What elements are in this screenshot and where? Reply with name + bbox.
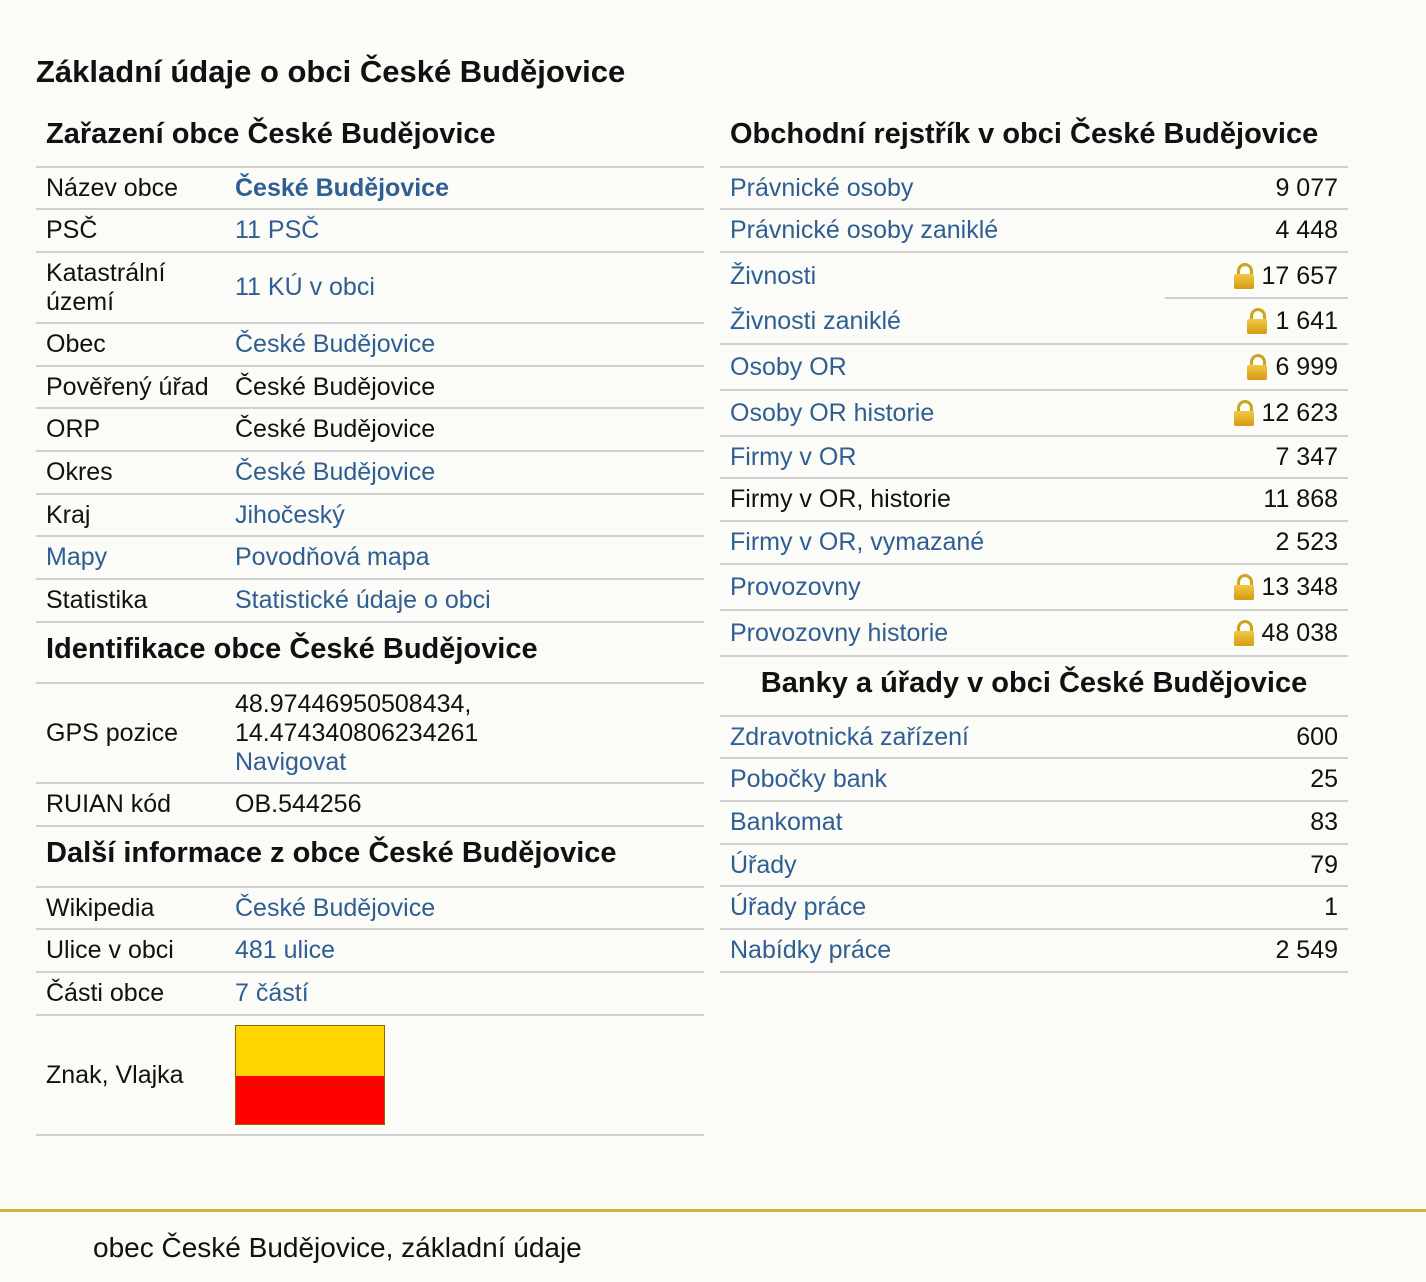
row-label: Název obce [46, 173, 179, 202]
row-wikipedia [36, 888, 704, 930]
zarazeni-title: Zařazení obce České Budějovice [36, 108, 704, 168]
row-label: Okres [46, 458, 113, 486]
count-value: 13 348 [1261, 572, 1338, 601]
katastralni-uzemi-link[interactable]: 11 KÚ v obci [235, 273, 375, 301]
banky-count: 79 [1310, 850, 1338, 879]
row-label: Katastrální území [46, 258, 166, 316]
rejstrik-link[interactable]: Firmy v OR [730, 442, 857, 471]
banky-link[interactable]: Úřady práce [730, 893, 867, 921]
gps-latitude: 48.97446950508434, [235, 689, 472, 718]
row-ruian [36, 784, 704, 827]
rejstrik-count [1247, 307, 1348, 336]
rejstrik-row [720, 168, 1348, 210]
row-psc [36, 210, 704, 253]
row-obec [36, 324, 704, 367]
rejstrik-link[interactable]: Právnické osoby [730, 173, 914, 202]
row-casti-obce [36, 973, 704, 1016]
banky-count: 83 [1310, 808, 1338, 836]
rejstrik-row [720, 391, 1348, 437]
row-okres [36, 452, 704, 495]
ruian-value: OB.544256 [235, 790, 362, 818]
banky-count: 25 [1310, 765, 1338, 793]
rejstrik-row [720, 299, 1348, 345]
rejstrik-link[interactable]: Osoby OR [730, 352, 847, 381]
banky-count: 600 [1296, 722, 1338, 751]
gps-value [235, 690, 704, 777]
identifikace-title: Identifikace obce České Budějovice [36, 623, 704, 684]
okres-link[interactable]: České Budějovice [235, 458, 436, 486]
kraj-link[interactable]: Jihočeský [235, 500, 345, 529]
rejstrik-count [1275, 174, 1348, 203]
statistika-link[interactable]: Statistické údaje o obci [235, 586, 491, 614]
rejstrik-link[interactable]: Firmy v OR, vymazané [730, 528, 985, 556]
rejstrik-row [720, 522, 1348, 565]
navigovat-link[interactable]: Navigovat [235, 747, 347, 776]
rejstrik-count [1234, 573, 1348, 602]
rejstrik-link[interactable]: Provozovny historie [730, 618, 949, 647]
footer-text: obec České Budějovice, základní údaje [93, 1232, 582, 1263]
rejstrik-table [720, 168, 1348, 657]
rejstrik-count [1247, 353, 1348, 382]
count-value: 6 999 [1275, 352, 1338, 381]
row-label: Kraj [46, 500, 91, 529]
nazev-obce-link[interactable]: České Budějovice [235, 173, 449, 202]
row-label: Statistika [46, 586, 148, 614]
rejstrik-count [1275, 443, 1348, 472]
count-value: 1 641 [1275, 306, 1338, 335]
city-flag[interactable] [235, 1025, 385, 1125]
row-gps [36, 684, 704, 784]
rejstrik-count [1275, 216, 1348, 245]
count-value: 17 657 [1261, 261, 1338, 290]
row-label: Ulice v obci [46, 936, 174, 964]
count-value: 9 077 [1275, 173, 1338, 202]
banky-link[interactable]: Zdravotnická zařízení [730, 722, 969, 751]
row-label: PSČ [46, 216, 98, 244]
povereny-urad-value: České Budějovice [235, 372, 436, 401]
row-label: Obec [46, 330, 106, 358]
lock-icon [1247, 354, 1267, 380]
rejstrik-link[interactable]: Právnické osoby zaniklé [730, 216, 999, 244]
row-ulice [36, 930, 704, 973]
flag-cell [235, 1025, 704, 1125]
lock-icon [1234, 620, 1254, 646]
rejstrik-count [1263, 485, 1348, 514]
banky-link[interactable]: Úřady [730, 850, 797, 879]
ulice-link[interactable]: 481 ulice [235, 936, 336, 964]
left-column [36, 108, 704, 1136]
banky-count: 2 549 [1275, 936, 1338, 964]
row-orp [36, 409, 704, 452]
lock-icon [1247, 308, 1267, 334]
rejstrik-row [720, 345, 1348, 391]
rejstrik-row [720, 565, 1348, 611]
lock-icon [1234, 400, 1254, 426]
mapy-link[interactable]: Mapy [46, 543, 108, 571]
row-povereny-urad [36, 367, 704, 409]
count-value: 4 448 [1275, 216, 1338, 244]
right-column [720, 108, 1348, 973]
count-value: 48 038 [1261, 618, 1338, 647]
row-label: Wikipedia [46, 893, 155, 922]
orp-value: České Budějovice [235, 415, 436, 443]
wikipedia-link[interactable]: České Budějovice [235, 893, 436, 922]
rejstrik-link[interactable]: Živnosti [730, 261, 817, 290]
casti-obce-link[interactable]: 7 částí [235, 979, 309, 1007]
flag-red-stripe [236, 1076, 384, 1124]
row-label: GPS pozice [46, 718, 179, 747]
banky-row [720, 759, 1348, 802]
rejstrik-row [720, 210, 1348, 253]
banky-link[interactable]: Nabídky práce [730, 936, 892, 964]
banky-link[interactable]: Pobočky bank [730, 765, 888, 793]
rejstrik-row [720, 479, 1348, 522]
row-katastralni-uzemi [36, 253, 704, 324]
rejstrik-count [1234, 399, 1348, 428]
rejstrik-link[interactable]: Živnosti zaniklé [730, 306, 901, 335]
banky-title: Banky a úřady v obci České Budějovice [720, 657, 1348, 717]
rejstrik-count [1234, 619, 1348, 648]
rejstrik-title: Obchodní rejstřík v obci České Budějovice [720, 108, 1348, 168]
povodnova-mapa-link[interactable]: Povodňová mapa [235, 543, 430, 571]
row-nazev-obce [36, 168, 704, 210]
banky-table [720, 717, 1348, 973]
banky-row [720, 717, 1348, 759]
dalsi-title: Další informace z obce České Budějovice [36, 827, 704, 888]
count-value: 11 868 [1263, 485, 1338, 513]
count-value: 2 523 [1275, 528, 1338, 556]
rejstrik-link[interactable]: Osoby OR historie [730, 398, 935, 427]
row-label: Pověřený úřad [46, 372, 209, 401]
row-label: ORP [46, 415, 101, 443]
rejstrik-row [720, 437, 1348, 479]
count-value: 12 623 [1261, 398, 1338, 427]
banky-row [720, 887, 1348, 930]
rejstrik-row [720, 253, 1348, 299]
row-label: RUIAN kód [46, 790, 172, 818]
footer-divider [0, 1209, 1426, 1212]
rejstrik-count [1234, 262, 1348, 291]
rejstrik-label: Firmy v OR, historie [730, 485, 951, 513]
row-statistika [36, 580, 704, 623]
psc-link[interactable]: 11 PSČ [235, 216, 320, 244]
row-mapy [36, 537, 704, 580]
count-value: 7 347 [1275, 442, 1338, 471]
obec-link[interactable]: České Budějovice [235, 330, 436, 358]
gps-longitude: 14.474340806234261 [235, 718, 479, 747]
rejstrik-link[interactable]: Provozovny [730, 572, 861, 601]
banky-row [720, 930, 1348, 973]
banky-row [720, 802, 1348, 845]
banky-count: 1 [1324, 893, 1338, 921]
row-label: Znak, Vlajka [46, 1060, 184, 1089]
row-kraj [36, 495, 704, 537]
lock-icon [1234, 263, 1254, 289]
rejstrik-count [1275, 528, 1348, 557]
rejstrik-row [720, 611, 1348, 657]
page-title: Základní údaje o obci České Budějovice [36, 54, 626, 89]
row-znak-vlajka [36, 1016, 704, 1136]
flag-yellow-stripe [236, 1026, 384, 1076]
row-label: Části obce [46, 979, 165, 1007]
banky-link[interactable]: Bankomat [730, 808, 843, 836]
banky-row [720, 845, 1348, 887]
lock-icon [1234, 574, 1254, 600]
